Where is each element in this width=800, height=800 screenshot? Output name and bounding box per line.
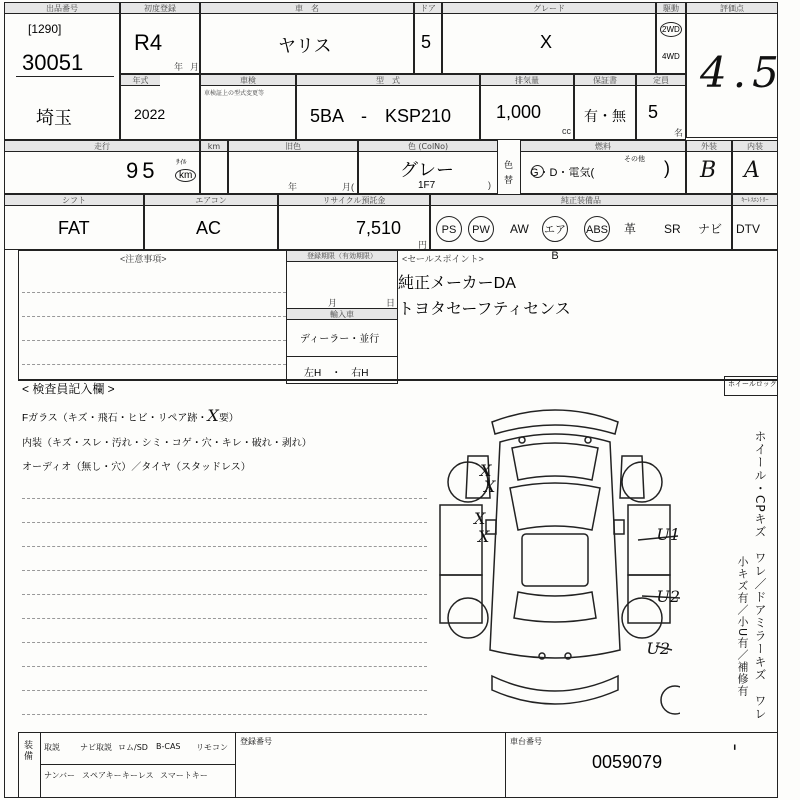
lot-number: 30051 [22,50,84,75]
inspection-month-unit: 月( [342,182,354,192]
warranty-header: 保証書 [575,75,635,86]
inspector-line-1-mark: X [207,406,219,425]
capacity-unit: 名 [674,128,684,138]
capacity-header: 定員 [637,75,685,86]
bottom-row2-item: ナンバー [44,771,76,780]
inspector-rule-8 [22,666,427,667]
valid-header: 登録期限（有効期限） [287,251,397,262]
fuel-close: ) [664,158,670,178]
equipment-item: SR [664,222,681,236]
drive-2wd-badge: 2WD [660,22,682,37]
chassis-no-value: 0059079 [592,752,663,772]
model-header: 車 名 [201,3,413,14]
mileage-unit-km: km [175,169,196,182]
inspector-rule-6 [22,618,427,619]
color-header: 色 (ColNo) [359,141,497,152]
first-reg-era: R4 [134,30,163,55]
equipment-item: PW [468,216,494,242]
recycle-header: リサイクル預託金 [279,195,429,206]
interior-header: 内装 [733,141,777,152]
bottom-row1-item: ナビ取説 [80,743,112,752]
bottom-row1-item: 取説 [44,743,60,752]
color-change-label: 色替 [504,160,514,185]
equipment-item: AW [510,222,529,236]
drive-cell [656,2,686,74]
equipment-item: エアB [542,216,568,242]
km-header: km [201,141,227,152]
first-reg-month-unit: 月 [190,62,200,72]
diagram-mark: U2 [656,587,680,606]
valid-day: 日 [386,298,396,308]
import-header: 輸入車 [287,309,397,320]
chassis-no-header: 車台番号 [510,737,542,746]
shift-header: シフト [5,195,143,206]
inspection-cell [200,74,296,140]
aircon-header: エアコン [145,195,277,206]
diagram-mark: U2 [646,639,670,658]
region: 埼玉 [36,108,72,128]
fuel-value: G・D・電気( [530,167,595,179]
mileage-unit-mile: ｻｲﾙ [176,159,187,166]
car-damage-diagram [430,400,680,730]
inspector-line-1 [22,406,239,425]
fuel-header: 燃料 [521,141,685,152]
equipment-item: ABS [584,216,610,242]
type-header: 型 式 [297,75,479,86]
inspection-year-unit: 年 [288,182,298,192]
middle-left-edge [18,250,19,380]
lot-header: 出品番号 [5,3,119,14]
aircon-value: AC [196,218,222,238]
color-close: ) [488,180,491,190]
inspector-rule-2 [22,522,427,523]
bottom-row2-item: キーレス [122,771,154,780]
equipment-item: ナビ [698,222,723,236]
side-note-1: ホイール・CPキズ ワレ／ドアミラーキズ ワレ [753,430,767,721]
recycle-cell [278,194,430,250]
notes-line-2 [22,316,286,317]
bottom-tick: ' [732,740,738,764]
km-cell [200,140,228,194]
displacement-header: 排気量 [481,75,573,86]
bottom-row1-item: ロム/SD [118,743,148,752]
model-name: ヤリス [278,36,332,56]
score-header: 評価点 [687,3,777,14]
equipment-header: 純正装備品 [431,195,731,206]
shift-value: FAT [58,218,90,238]
first-reg-header: 初度登録 [121,3,199,14]
inspector-rule-7 [22,642,427,643]
tire-lock-header: ホイールロック [728,381,777,388]
bottom-row1-item: リモコン [196,743,228,752]
bottom-row1-item: B-CAS [156,742,181,751]
mileage-header: 走行 [5,141,199,152]
diagram-mark: X [474,509,486,528]
inspector-line-1-prefix: Fガラス（キズ・飛石・ヒビ・リペア跡・ [22,413,208,424]
drive-4wd: 4WD [662,52,680,61]
year-value: 2022 [134,106,166,122]
capacity-value: 5 [648,102,659,122]
exterior-grade: B [700,158,717,183]
fuel-other: その他 [624,156,645,163]
doors-header: ドア [415,3,441,14]
grade-value: X [540,32,553,52]
rear-bumper-shape [492,676,618,704]
import-type: ディーラー・並行 [300,334,380,345]
inspector-line-1-suffix: 要） [218,413,239,424]
notes-line-4 [22,364,286,365]
sales-point-1: 純正メーカーDA [398,275,516,292]
year-header: 年式 [121,75,160,86]
sales-point-2: トヨタセーフティセンス [398,301,571,318]
inspector-rule-3 [22,546,427,547]
sales-point-header: <セールスポイント> [402,254,484,264]
mileage-value: 95 [126,158,159,183]
bottom-row2-item: スマートキー [160,771,208,780]
color-code: 1F7 [418,180,436,191]
doors-value: 5 [421,32,432,52]
diagram-mark: X [484,477,496,496]
color-name: グレー [400,160,454,180]
steering-divider [286,356,398,357]
bottom-cert-rule [235,732,236,798]
notes-line-3 [22,340,286,341]
lot-code: [1290] [28,22,62,36]
diagram-mark: X [478,527,490,546]
lot-underline [16,76,114,77]
inspection-note: 車検証上の型式変更等 [204,91,265,97]
inspector-rule-1 [22,498,427,499]
inspector-top-rule [18,380,778,381]
bottom-chassis-rule [505,732,506,798]
body-outline [490,434,620,658]
valid-month: 月 [328,298,338,308]
recycle-unit: 円 [418,240,428,250]
inspection-header: 車検 [201,75,295,86]
interior-grade: A [744,158,760,183]
equipment-item: PS [436,216,462,242]
keyless-header: ｷｰﾚｽｴﾝﾄﾘｰ [733,195,777,206]
steering-value: 左H ・ 右H [304,368,369,379]
warranty-value: 有・無 [584,108,626,124]
equipment-item: DTV [736,222,760,236]
inspector-header: < 検査員記入欄 > [22,382,115,396]
fuel-gas-circle [531,165,544,178]
displacement-unit: cc [562,126,571,136]
exterior-header: 外装 [687,141,731,152]
drive-header: 駆動 [657,3,685,14]
inspector-rule-9 [22,690,427,691]
notes-header: <注意事項> [120,254,167,264]
inspector-line-3: オーディオ（無し・穴）／タイヤ（スタッドレス） [22,462,251,473]
diagram-mark: U1 [656,525,680,544]
front-bumper-shape [492,410,618,434]
type-value: 5BA - KSP210 [310,106,452,126]
first-reg-year-unit: 年 [174,62,184,72]
equipment-item: 革 [624,222,637,236]
bottom-label-rule [40,732,41,798]
bottom-mid-rule [40,764,235,765]
bottom-row2-item: スペアキー [82,771,122,780]
grade-header: グレード [443,3,655,14]
notes-line-1 [22,292,286,293]
prev-color-header: 旧色 [229,141,357,152]
displacement-value: 1,000 [496,102,542,122]
inspector-line-2: 内装（キズ・スレ・汚れ・シミ・コゲ・穴・キレ・破れ・剥れ） [22,438,312,449]
score-value: 4.5 [700,48,785,97]
bottom-label: 装備 [24,740,34,761]
diagram-mark: X [480,461,492,480]
inspector-rule-10 [22,714,427,715]
side-note-2: 小キズ有／小U有／補修有 [736,556,749,698]
cert-no-header: 登録番号 [240,737,272,746]
diagram-marks [472,461,680,658]
mileage-cell [4,140,200,194]
inspector-rule-4 [22,570,427,571]
inspector-rule-5 [22,594,427,595]
recycle-value: 7,510 [356,218,402,238]
